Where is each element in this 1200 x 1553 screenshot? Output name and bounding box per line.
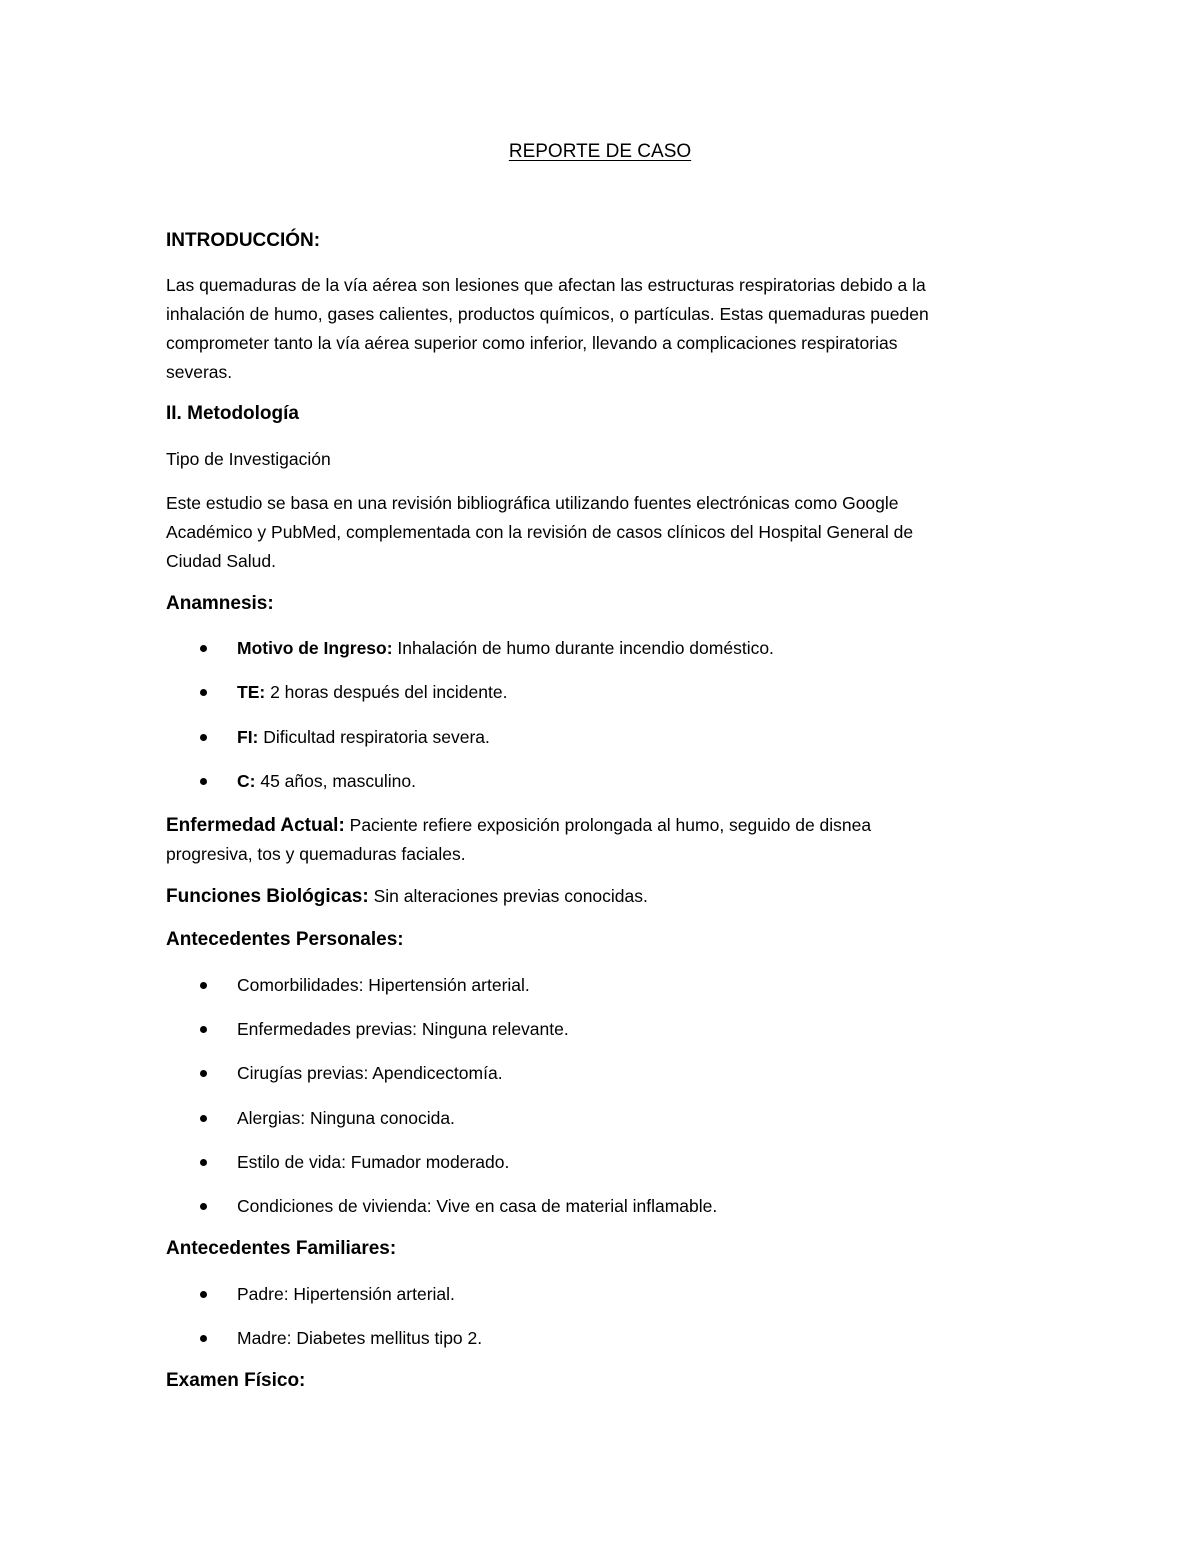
intro-line-3: comprometer tanto la vía aérea superior como inferior, llevando a complicaciones respiratorias — [166, 333, 898, 353]
anamnesis-item-motivo — [237, 634, 774, 663]
document-title: REPORTE DE CASO — [508, 141, 692, 162]
funciones-biologicas-text: Sin alteraciones previas conocidas. — [368, 886, 648, 906]
item-text: 2 horas después del incidente. — [265, 682, 508, 702]
intro-line-2: inhalación de humo, gases calientes, productos químicos, o partículas. Estas quemaduras pueden — [166, 304, 929, 324]
intro-line-4: severas. — [166, 362, 233, 382]
section-heading-antecedentes-familiares: Antecedentes Familiares: — [166, 1238, 397, 1259]
intro-line-1: Las quemaduras de la vía aérea son lesiones que afectan las estructuras respiratorias debido a la — [166, 275, 926, 295]
anamnesis-item-te — [237, 678, 507, 707]
enfermedad-actual-line-1 — [166, 811, 871, 840]
antecedente-personal-item: Comorbilidades: Hipertensión arterial. — [237, 975, 530, 995]
item-label: TE: — [237, 682, 266, 702]
antecedente-personal-item: Condiciones de vivienda: Vive en casa de material inflamable. — [237, 1196, 718, 1216]
enfermedad-actual-text: Paciente refiere exposición prolongada al humo, seguido de disnea — [344, 815, 872, 835]
antecedente-personal-item: Enfermedades previas: Ninguna relevante. — [237, 1019, 569, 1039]
antecedente-personal-item: Cirugías previas: Apendicectomía. — [237, 1063, 503, 1083]
bullet-icon — [200, 734, 207, 741]
bullet-icon — [200, 1070, 207, 1077]
item-text: 45 años, masculino. — [255, 771, 416, 791]
anamnesis-item-fi — [237, 723, 490, 752]
item-text: Dificultad respiratoria severa. — [258, 727, 490, 747]
item-label: C: — [237, 771, 256, 791]
metodologia-line-3: Ciudad Salud. — [166, 551, 276, 571]
bullet-icon — [200, 1159, 207, 1166]
section-heading-anamnesis: Anamnesis: — [166, 593, 274, 614]
bullet-icon — [200, 689, 207, 696]
anamnesis-item-c — [237, 767, 416, 796]
bullet-icon — [200, 982, 207, 989]
antecedente-personal-item: Alergias: Ninguna conocida. — [237, 1108, 455, 1128]
item-label: FI: — [237, 727, 259, 747]
antecedente-personal-item: Estilo de vida: Fumador moderado. — [237, 1152, 510, 1172]
metodologia-line-2: Académico y PubMed, complementada con la revisión de casos clínicos del Hospital General de — [166, 522, 914, 542]
bullet-icon — [200, 1026, 207, 1033]
section-heading-examen-fisico: Examen Físico: — [166, 1370, 306, 1391]
section-heading-antecedentes-personales: Antecedentes Personales: — [166, 929, 404, 950]
antecedente-familiar-item: Padre: Hipertensión arterial. — [237, 1284, 455, 1304]
enfermedad-actual-line-2: progresiva, tos y quemaduras faciales. — [166, 844, 466, 864]
bullet-icon — [200, 778, 207, 785]
funciones-biologicas-label: Funciones Biológicas: — [166, 886, 369, 907]
bullet-icon — [200, 1203, 207, 1210]
section-heading-introduccion: INTRODUCCIÓN: — [166, 230, 321, 251]
bullet-icon — [200, 645, 207, 652]
bullet-icon — [200, 1291, 207, 1298]
funciones-biologicas — [166, 882, 648, 911]
metodologia-line-1: Este estudio se basa en una revisión bibliográfica utilizando fuentes electrónicas como Google — [166, 493, 899, 513]
bullet-icon — [200, 1115, 207, 1122]
antecedente-familiar-item: Madre: Diabetes mellitus tipo 2. — [237, 1328, 483, 1348]
item-text: Inhalación de humo durante incendio doméstico. — [392, 638, 774, 658]
section-heading-metodologia: II. Metodología — [166, 403, 299, 424]
metodologia-subheading: Tipo de Investigación — [166, 449, 331, 469]
enfermedad-actual-label: Enfermedad Actual: — [166, 815, 345, 836]
item-label: Motivo de Ingreso: — [237, 638, 393, 658]
bullet-icon — [200, 1335, 207, 1342]
